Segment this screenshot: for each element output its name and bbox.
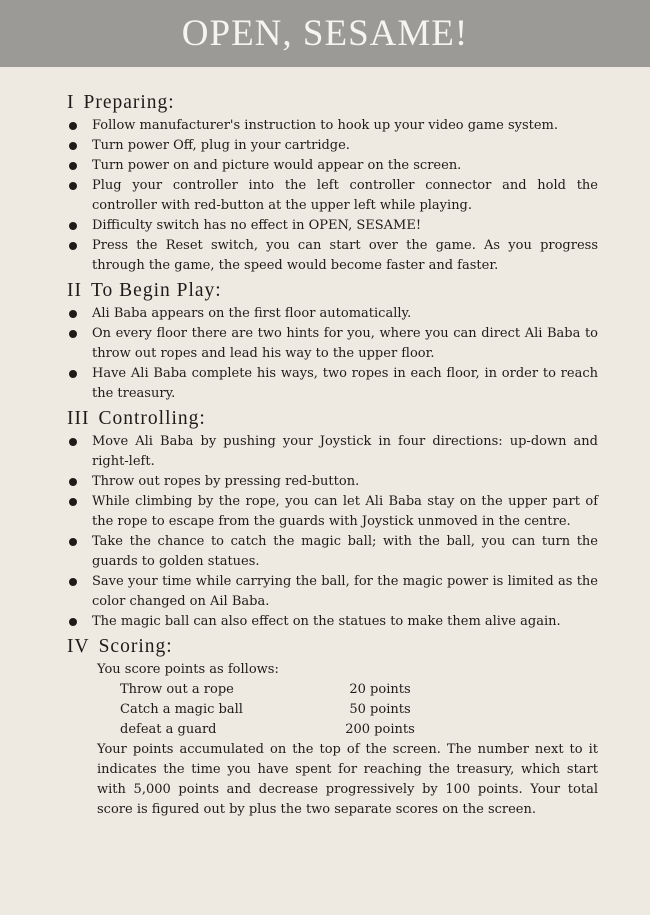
section-preparing	[67, 90, 598, 276]
list-item: Move Ali Baba by pushing your Joystick in four directions: up-down and right-left.	[67, 432, 598, 472]
section-scoring	[67, 634, 598, 820]
table-row	[120, 700, 440, 720]
points-cell: 20 points	[349, 682, 411, 697]
list-item: On every floor there are two hints for you, where you can direct Ali Baba to throw out ropes and lead his way to the upper floor.	[67, 324, 598, 364]
list-item: Save your time while carrying the ball, for the magic power is limited as the color changed on Ail Baba.	[67, 572, 598, 612]
section-controlling	[67, 406, 598, 632]
list-item: Follow manufacturer's instruction to hook up your video game system.	[67, 116, 598, 136]
list-item: While climbing by the rope, you can let Ali Baba stay on the upper part of the rope to escape from the guards with Joystick unmoved in the centre.	[67, 492, 598, 532]
scoring-paragraph: Your points accumulated on the top of the screen. The number next to it indicates the time you have spent for reaching the treasury, which start with 5,000 points and decrease progressively by 100 points. Your total score is figured out by plus the two separate scores on the screen.	[97, 742, 598, 817]
page-header	[0, 0, 650, 67]
list-item: Turn power Off, plug in your cartridge.	[67, 136, 598, 156]
list-item: Take the chance to catch the magic ball; with the ball, you can turn the guards to golden statues.	[67, 532, 598, 572]
manual-content	[0, 88, 650, 820]
section-heading: Controlling:	[98, 408, 206, 429]
points-cell: 200 points	[345, 722, 415, 737]
bullet-list	[67, 432, 598, 632]
list-item: The magic ball can also effect on the statues to make them alive again.	[67, 612, 598, 632]
section-number: III	[67, 408, 90, 429]
section-heading: Scoring:	[98, 636, 173, 657]
list-item: Ali Baba appears on the first floor automatically.	[67, 304, 598, 324]
section-number: II	[67, 280, 82, 301]
list-item: Difficulty switch has no effect in OPEN, SESAME!	[67, 216, 598, 236]
table-row	[120, 680, 440, 700]
action-cell: defeat a guard	[120, 722, 217, 737]
page-title: OPEN, SESAME!	[181, 13, 469, 54]
points-table	[120, 680, 440, 740]
points-cell: 50 points	[349, 702, 411, 717]
scoring-intro: You score points as follows:	[97, 662, 279, 677]
section-title	[67, 406, 598, 432]
table-row	[120, 720, 440, 740]
section-title	[67, 634, 598, 660]
list-item: Have Ali Baba complete his ways, two ropes in each floor, in order to reach the treasury.	[67, 364, 598, 404]
action-cell: Catch a magic ball	[120, 702, 243, 717]
bullet-list	[67, 304, 598, 404]
list-item: Turn power on and picture would appear on the screen.	[67, 156, 598, 176]
scoring-body	[67, 660, 598, 820]
section-heading: Preparing:	[83, 92, 175, 113]
section-to-begin-play	[67, 278, 598, 404]
list-item: Plug your controller into the left controller connector and hold the controller with red-button at the upper left while playing.	[67, 176, 598, 216]
section-number: I	[67, 92, 75, 113]
section-title	[67, 278, 598, 304]
bullet-list	[67, 116, 598, 276]
section-title	[67, 90, 598, 116]
section-number: IV	[67, 636, 90, 657]
section-heading: To Begin Play:	[91, 280, 222, 301]
action-cell: Throw out a rope	[120, 682, 234, 697]
list-item: Throw out ropes by pressing red-button.	[67, 472, 598, 492]
list-item: Press the Reset switch, you can start over the game. As you progress through the game, the speed would become faster and faster.	[67, 236, 598, 276]
